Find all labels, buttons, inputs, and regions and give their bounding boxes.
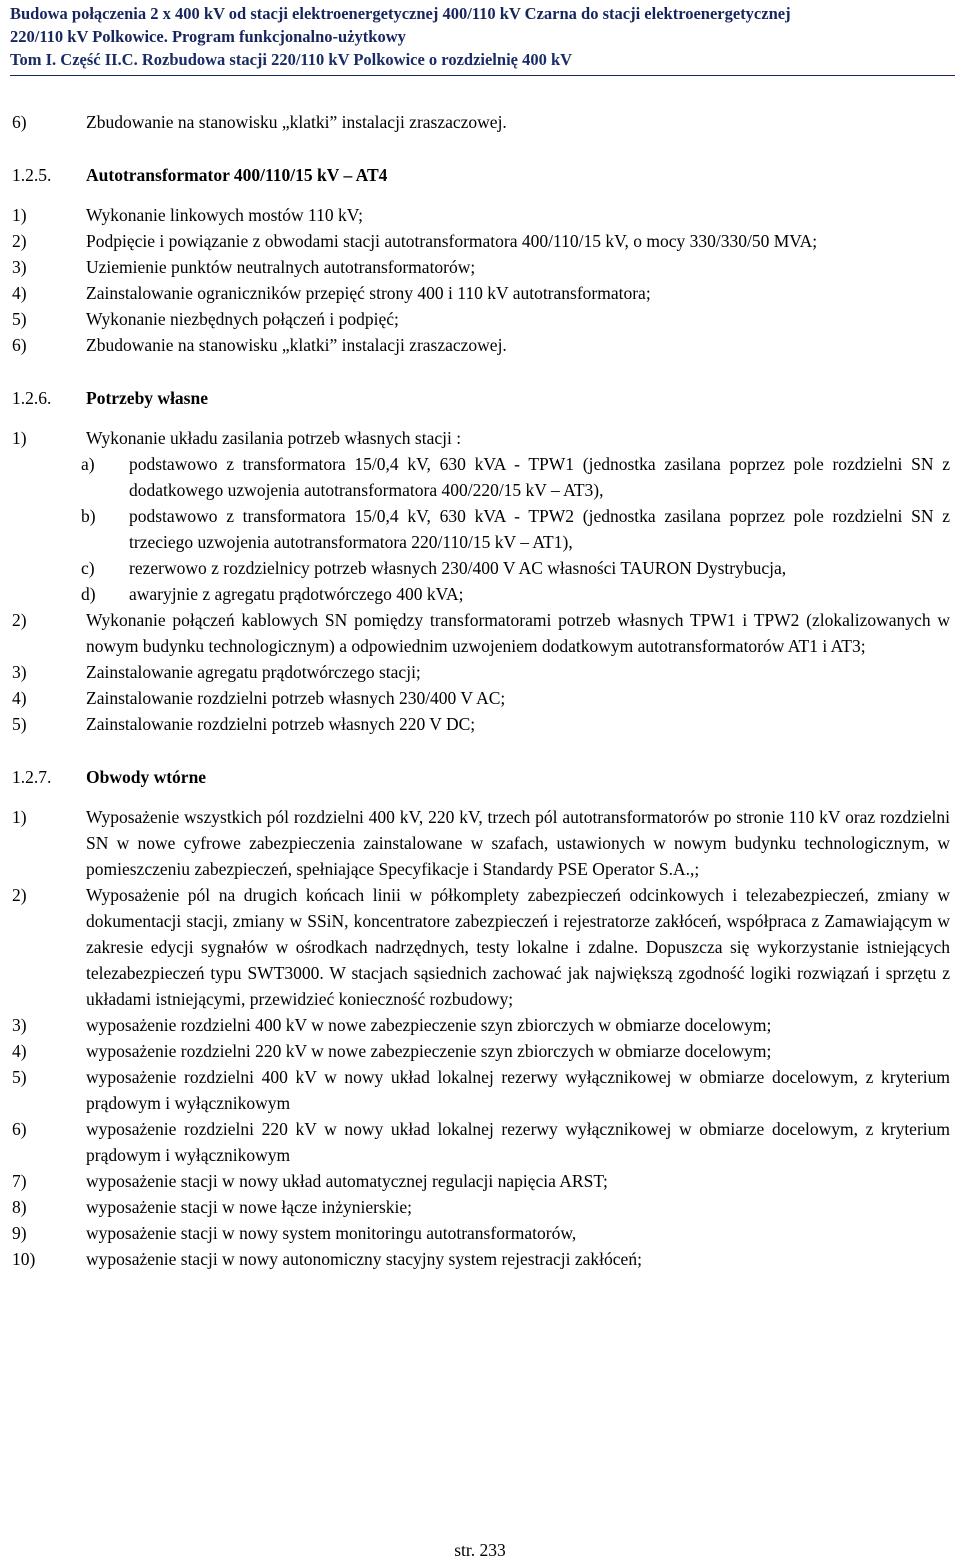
item-text: Zainstalowanie rozdzielni potrzeb własnych 220 V DC; [86,714,476,734]
item-text: Zbudowanie na stanowisku „klatki” instalacji zraszaczowej. [86,112,507,132]
item-number: 2) [12,231,27,251]
item-number: 1) [12,205,27,225]
header-divider [10,75,955,76]
item-text: wyposażenie stacji w nowy system monitoringu autotransformatorów, [86,1223,577,1243]
sub-item-text: awaryjnie z agregatu prądotwórczego 400 kVA; [129,584,464,604]
item-number: 10) [12,1249,36,1269]
item-text: wyposażenie stacji w nowy autonomiczny stacyjny system rejestracji zakłóceń; [86,1249,642,1269]
list-item [12,228,950,254]
list-item [12,1194,950,1220]
item-number: 8) [12,1197,27,1217]
document-body [12,109,950,1272]
item-number: 5) [12,714,27,734]
sub-item-text: podstawowo z transformatora 15/0,4 kV, 630 kVA - TPW2 (jednostka zasilana poprzez pole rozdzielni SN z trzeciego uzwojenia autotransformatora 220/110/15 kV – AT1), [129,506,950,552]
list-item [12,425,950,451]
item-text: wyposażenie rozdzielni 220 kV w nowy układ lokalnej rezerwy wyłącznikowej w obmiarze docelowym, z kryterium prądowym i wyłącznikowym [86,1119,950,1165]
sub-item-letter: b) [81,506,96,526]
list-item [12,109,950,135]
item-text: Wyposażenie wszystkich pól rozdzielni 400 kV, 220 kV, trzech pól autotransformatorów po stronie 110 kV oraz rozdzielni SN w nowe cyfrowe zabezpieczenia zainstalowane w szafach, ustawionych w nowym budynku technologicznym, w pomieszczeniu zabezpieczeń, spełniające Specyfikacje i Standardy PSE Operator S.A.,; [86,807,950,879]
item-number: 4) [12,688,27,708]
item-number: 4) [12,283,27,303]
item-number: 1) [12,807,27,827]
list-item [12,1038,950,1064]
sub-item-letter: d) [81,584,96,604]
sub-item-letter: c) [81,558,95,578]
item-text: Zainstalowanie ograniczników przepięć strony 400 i 110 kV autotransformatora; [86,283,651,303]
sub-item-text: podstawowo z transformatora 15/0,4 kV, 630 kVA - TPW1 (jednostka zasilana poprzez pole rozdzielni SN z dodatkowego uzwojenia autotransformatora 400/220/15 kV – AT3), [129,454,950,500]
item-number: 2) [12,885,27,905]
sub-list-item [12,555,950,581]
item-text: Wykonanie układu zasilania potrzeb własnych stacji : [86,428,462,448]
item-number: 2) [12,610,27,630]
list-item [12,659,950,685]
header-title-line-2: 220/110 kV Polkowice. Program funkcjonalno-użytkowy [10,27,406,46]
item-number: 6) [12,335,27,355]
item-text: wyposażenie rozdzielni 400 kV w nowe zabezpieczenie szyn zbiorczych w obmiarze docelowym; [86,1015,772,1035]
header-volume-line: Tom I. Część II.C. Rozbudowa stacji 220/110 kV Polkowice o rozdzielnię 400 kV [10,50,573,69]
section-heading-1-2-5 [12,162,950,188]
list-item [12,254,950,280]
item-text: wyposażenie stacji w nowy układ automatycznej regulacji napięcia ARST; [86,1171,608,1191]
item-number: 7) [12,1171,27,1191]
header-title-line-1: Budowa połączenia 2 x 400 kV od stacji elektroenergetycznej 400/110 kV Czarna do stacji elektroenergetycznej [10,4,791,23]
item-number: 4) [12,1041,27,1061]
item-text: wyposażenie rozdzielni 400 kV w nowy układ lokalnej rezerwy wyłącznikowej w obmiarze docelowym, z kryterium prądowym i wyłącznikowym [86,1067,950,1113]
item-number: 3) [12,1015,27,1035]
list-item [12,280,950,306]
section-title: Autotransformator 400/110/15 kV – AT4 [86,165,388,185]
list-item [12,1246,950,1272]
section-title: Obwody wtórne [86,767,207,787]
item-text: Wykonanie linkowych mostów 110 kV; [86,205,363,225]
page-number: str. 233 [454,1540,506,1560]
list-item [12,1064,950,1116]
item-text: Wykonanie połączeń kablowych SN pomiędzy transformatorami potrzeb własnych TPW1 i TPW2 (zlokalizowanych w nowym budynku technologicznym) a odpowiednim uzwojeniem dodatkowym autotransformatorów AT1 i AT3; [86,610,950,656]
item-number: 6) [12,1119,27,1139]
section-number: 1.2.6. [12,388,52,408]
item-number: 5) [12,1067,27,1087]
item-number: 1) [12,428,27,448]
item-text: wyposażenie stacji w nowe łącze inżynierskie; [86,1197,413,1217]
item-number: 3) [12,257,27,277]
section-number: 1.2.5. [12,165,52,185]
list-item [12,804,950,882]
item-text: Zbudowanie na stanowisku „klatki” instalacji zraszaczowej. [86,335,507,355]
list-item [12,711,950,737]
item-number: 3) [12,662,27,682]
section-title: Potrzeby własne [86,388,208,408]
list-item [12,1116,950,1168]
sub-item-text: rezerwowo z rozdzielnicy potrzeb własnych 230/400 V AC własności TAURON Dystrybucja, [129,558,787,578]
section-heading-1-2-6 [12,385,950,411]
list-item [12,306,950,332]
item-text: Zainstalowanie agregatu prądotwórczego stacji; [86,662,421,682]
document-header [10,2,955,71]
sub-list-item [12,581,950,607]
item-text: Uziemienie punktów neutralnych autotransformatorów; [86,257,476,277]
list-item [12,685,950,711]
item-number: 6) [12,112,27,132]
list-item [12,202,950,228]
list-item [12,607,950,659]
sub-list-item [12,451,950,503]
section-number: 1.2.7. [12,767,52,787]
list-item [12,332,950,358]
item-number: 5) [12,309,27,329]
list-item [12,1012,950,1038]
item-text: Zainstalowanie rozdzielni potrzeb własnych 230/400 V AC; [86,688,506,708]
list-item [12,1220,950,1246]
item-text: wyposażenie rozdzielni 220 kV w nowe zabezpieczenie szyn zbiorczych w obmiarze docelowym; [86,1041,772,1061]
item-text: Wykonanie niezbędnych połączeń i podpięć; [86,309,399,329]
list-item [12,882,950,1012]
item-number: 9) [12,1223,27,1243]
item-text: Podpięcie i powiązanie z obwodami stacji autotransformatora 400/110/15 kV, o mocy 330/330/50 MVA; [86,231,818,251]
sub-list-item [12,503,950,555]
section-heading-1-2-7 [12,764,950,790]
list-item [12,1168,950,1194]
sub-item-letter: a) [81,454,95,474]
item-text: Wyposażenie pól na drugich końcach linii w półkomplety zabezpieczeń odcinkowych i telezabezpieczeń, zmiany w dokumentacji stacji, zmiany w SSiN, koncentratore zabezpieczeń i rejestratorze zakłóceń, współpraca z Zamawiającym w zakresie edycji sygnałów w ośrodkach nadrzędnych, testy lokalne i zdalne. Dopuszcza się wykorzystanie istniejących telezabezpieczeń typu SWT3000. W stacjach sąsiednich zachować jak największą zgodność logiki rozwiązań i sprzętu z układami istniejącymi, przewidzieć konieczność rozbudowy; [86,885,950,1009]
